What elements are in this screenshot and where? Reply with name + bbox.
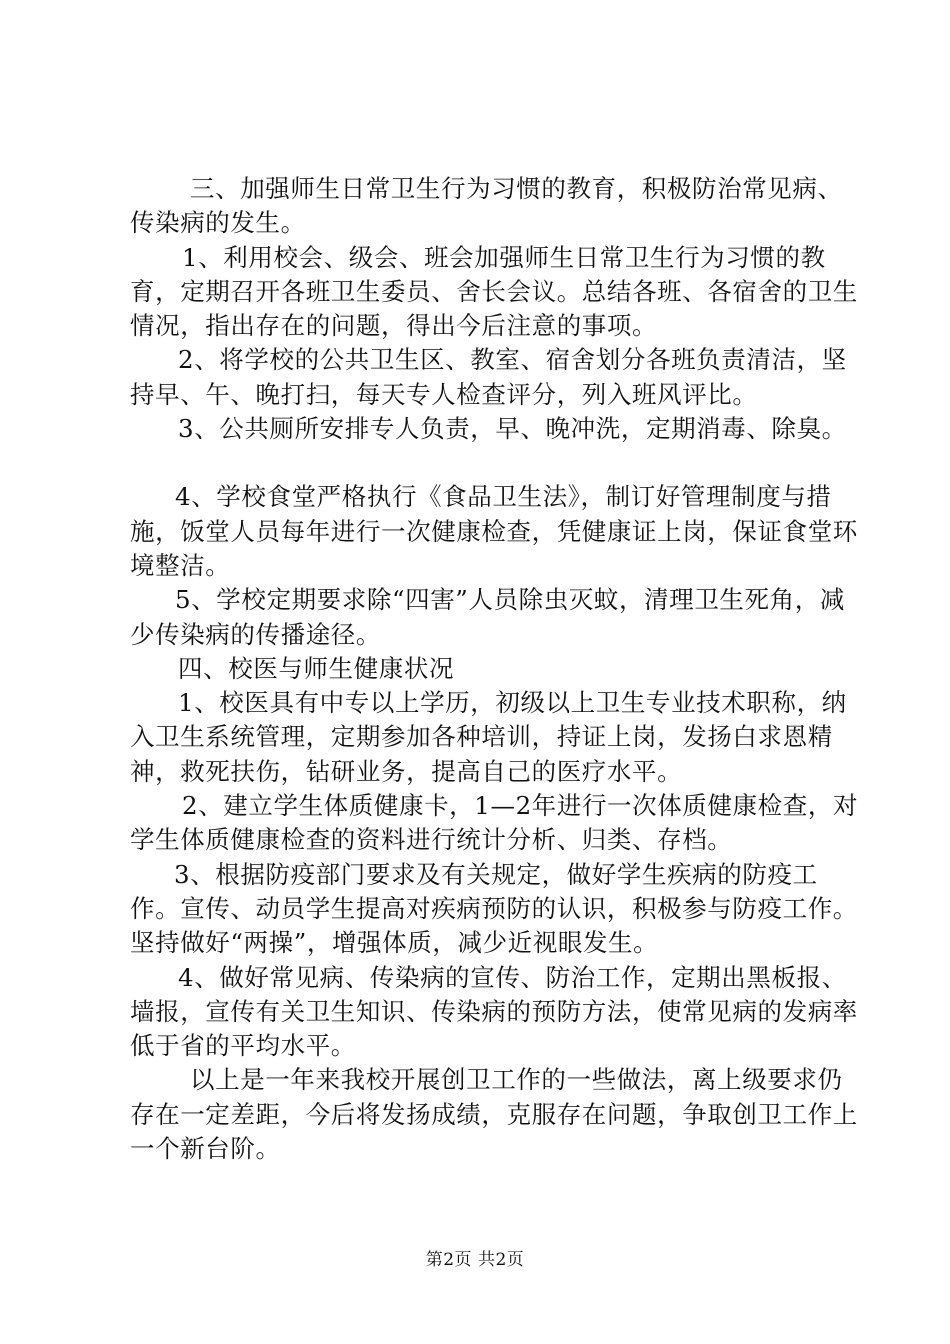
paragraph-item-3-epidemic-prevention: 3、根据防疫部门要求及有关规定，做好学生疾病的防疫工作。宣传、动员学生提高对疾病预防的认识，积极参与防疫工作。坚持做好“两操”，增强体质，减少近视眼发生。 [130, 859, 858, 958]
paragraph-conclusion: 以上是一年来我校开展创卫工作的一些做法，离上级要求仍存在一定差距，今后将发扬成绩，克服存在问题，争取创卫工作上一个新台阶。 [130, 1065, 858, 1164]
document-body [130, 172, 860, 1166]
paragraph-item-1-meetings: 1、利用校会、级会、班会加强师生日常卫生行为习惯的教育，定期召开各班卫生委员、舍长会议。总结各班、各宿舍的卫生情况，指出存在的问题，得出今后注意的事项。 [130, 242, 858, 341]
paragraph-item-2-cleaning: 2、将学校的公共卫生区、教室、宿舍划分各班负责清洁，坚持早、午、晚打扫，每天专人检查评分，列入班风评比。 [130, 345, 847, 409]
section-heading-hygiene-habits: 三、加强师生日常卫生行为习惯的教育，积极防治常见病、传染病的发生。 [130, 174, 843, 238]
paragraph-item-4-disease-education: 4、做好常见病、传染病的宣传、防治工作，定期出黑板报、墙报，宣传有关卫生知识、传染病的预防方法，使常见病的发病率低于省的平均水平。 [130, 962, 858, 1061]
paragraph-item-3-toilets: 3、公共厕所安排专人负责，早、晚冲洗，定期消毒、除臭。 [178, 414, 847, 444]
paragraph-item-4-canteen: 4、学校食堂严格执行《食品卫生法》，制订好管理制度与措施，饭堂人员每年进行一次健康检查，凭健康证上岗，保证食堂环境整洁。 [130, 482, 858, 580]
paragraph-item-1-school-doctor: 1、校医具有中专以上学历，初级以上卫生专业技术职称，纳入卫生系统管理，定期参加各种培训，持证上岗，发扬白求恩精神，救死扶伤，钻研业务，提高自己的医疗水平。 [130, 688, 847, 786]
section-heading-health-status: 四、校医与师生健康状况 [178, 653, 455, 683]
paragraph-item-2-health-card: 2、建立学生体质健康卡，1—2年进行一次体质健康检查，对学生体质健康检查的资料进行统计分析、归类、存档。 [130, 791, 859, 855]
paragraph-item-5-pest-control: 5、学校定期要求除“四害”人员除虫灭蚊，清理卫生死角，减少传染病的传播途径。 [130, 585, 845, 649]
page-number-footer: 第2页 共2页 [425, 1250, 525, 1270]
